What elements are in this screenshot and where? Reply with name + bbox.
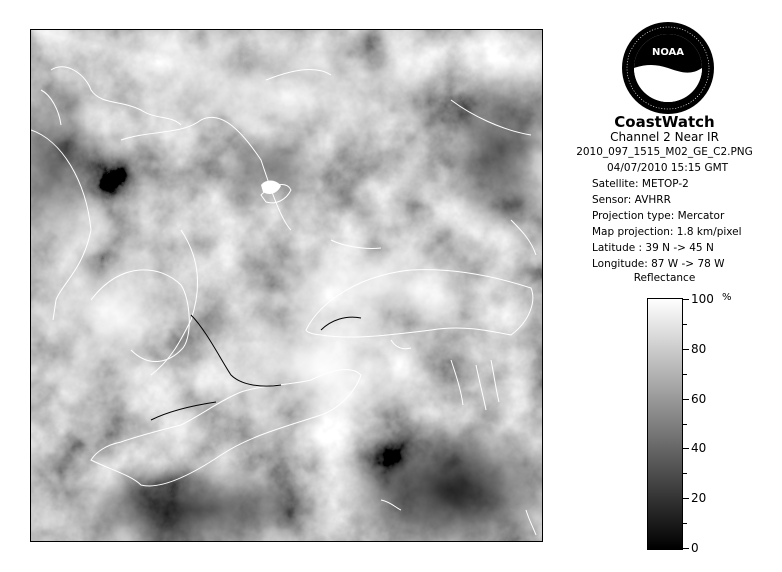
filename: 2010_097_1515_M02_GE_C2.PNG <box>576 146 753 158</box>
colorbar-tick <box>683 473 687 474</box>
sensor: Sensor: AVHRR <box>592 194 671 206</box>
noaa-logo <box>620 20 716 116</box>
channel-label: Channel 2 Near IR <box>610 130 719 144</box>
colorbar-tick-label: 80 <box>691 341 707 356</box>
colorbar-tick <box>683 399 689 400</box>
latitude-range: Latitude : 39 N -> 45 N <box>592 242 714 254</box>
colorbar-tick <box>683 523 687 524</box>
reflectance-colorbar <box>647 298 683 550</box>
logo-noaa-text: NOAA <box>651 47 685 58</box>
projection-type: Projection type: Mercator <box>592 210 725 222</box>
colorbar-tick <box>683 349 689 350</box>
satellite-image-canvas <box>31 30 543 542</box>
colorbar-tick-label: 0 <box>691 541 699 555</box>
colorbar-tick <box>683 448 689 449</box>
colorbar-tick-label: 20 <box>691 491 707 506</box>
colorbar-tick <box>683 498 689 499</box>
colorbar-tick <box>683 374 687 375</box>
satellite: Satellite: METOP-2 <box>592 178 689 190</box>
colorbar-tick <box>683 324 687 325</box>
colorbar-unit: % <box>722 292 732 303</box>
colorbar-tick <box>683 548 689 549</box>
colorbar-tick <box>683 299 689 300</box>
colorbar-tick-label: 60 <box>691 391 707 406</box>
colorbar-tick-label: 40 <box>691 441 707 456</box>
legend-title: Reflectance <box>633 272 696 284</box>
colorbar-tick <box>683 424 687 425</box>
datetime: 04/07/2010 15:15 GMT <box>607 162 729 174</box>
map-projection: Map projection: 1.8 km/pixel <box>592 226 742 238</box>
longitude-range: Longitude: 87 W -> 78 W <box>592 258 725 270</box>
satellite-image <box>30 29 543 542</box>
colorbar-tick-label: 100 <box>691 292 714 306</box>
brand-title: CoastWatch <box>614 113 715 131</box>
